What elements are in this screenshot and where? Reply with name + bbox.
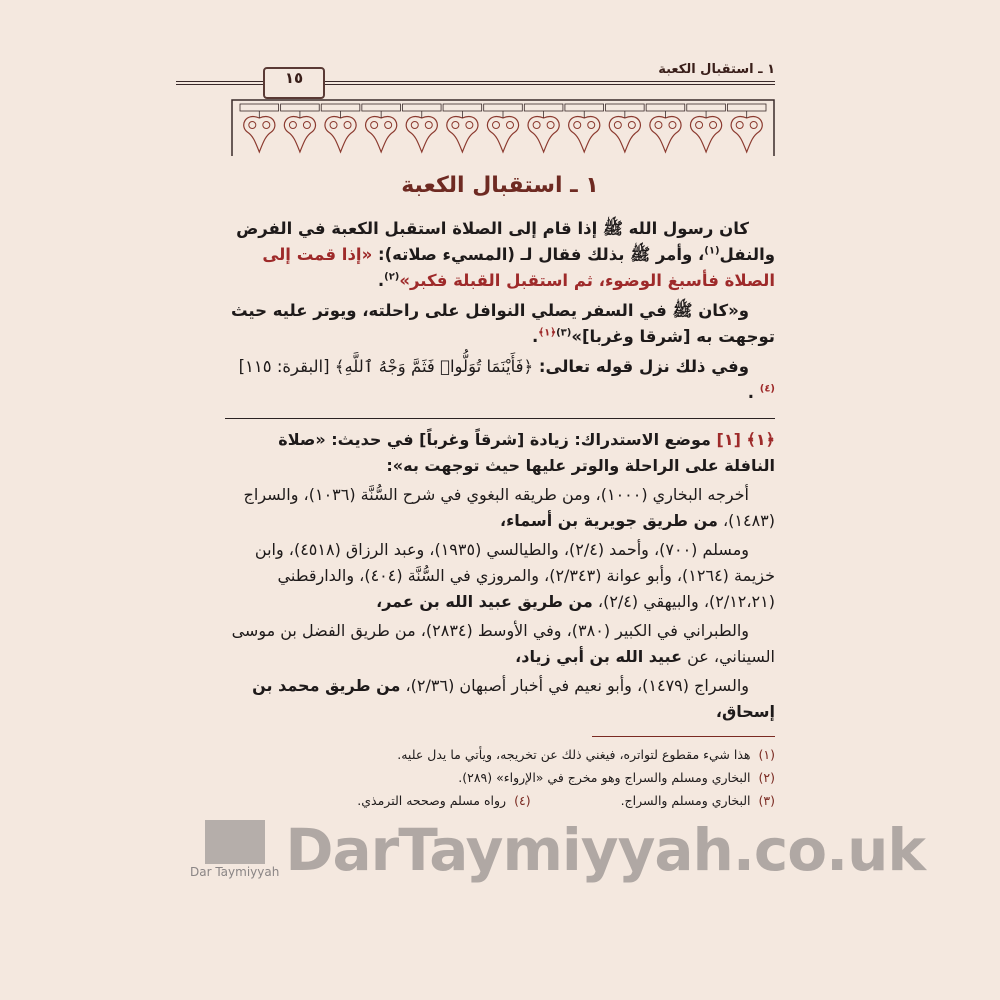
- ornament-motif: [402, 104, 441, 152]
- note-heading: [225, 427, 775, 479]
- text: والسراج (١٤٧٩)، وأبو نعيم في أخبار أصبهان (٢/٣٦)،: [400, 676, 749, 695]
- note-paragraph: [225, 618, 775, 670]
- ornament-motif: [240, 104, 279, 152]
- text: ، وأمر ﷺ بذلك فقال لـ (المسيء صلاته):: [372, 245, 705, 264]
- footnote-ref: (٤): [759, 383, 775, 395]
- ornament-motif: [484, 104, 523, 152]
- footnote-text: البخاري ومسلم والسراج وهو مخرج في «الإرواء» (٢٨٩).: [458, 770, 751, 785]
- ornament-motif: [646, 104, 685, 152]
- text-bold: عبيد الله بن أبي زياد،: [515, 647, 683, 666]
- watermark-url: DarTaymiyyah.co.uk: [285, 816, 925, 884]
- text: والطبراني في الكبير (٣٨٠)، وفي الأوسط (٢٨٣٤)، من طريق الفضل بن موسى السيناني، عن: [231, 621, 775, 666]
- hadith-quote: «إذا قمت إلى الصلاة فأسبغ الوضوء، ثم استقبل القبلة فكبر»: [262, 245, 775, 290]
- text: و«كان ﷺ في السفر يصلي النوافل على راحلته، ويوتر عليه حيث توجهت به [شرقا وغربا]»: [230, 301, 775, 346]
- footnote: [225, 766, 775, 789]
- footnote-rule: [592, 736, 775, 737]
- footnote-number: (٣): [758, 793, 775, 808]
- footnote-number: (١): [758, 747, 775, 762]
- ornament-motif: [443, 104, 482, 152]
- addition-mark: ﴿١﴾: [746, 430, 775, 449]
- text: موضع الاستدراك: زيادة [شرقاً وغرباً] في حديث: «صلاة النافلة على الراحلة والوتر عليها حيث توجهت به»:: [278, 430, 775, 475]
- footnote-text: البخاري ومسلم والسراج.: [620, 793, 751, 808]
- footnote-text: رواه مسلم وصححه الترمذي.: [357, 793, 507, 808]
- footnote-text: هذا شيء مقطوع لتواتره، فيغني ذلك عن تخريجه، ويأتي ما يدل عليه.: [397, 747, 751, 762]
- paragraph-1: [225, 216, 775, 294]
- text-bold: من طريق محمد بن إسحاق،: [252, 676, 775, 721]
- ornament-motif: [524, 104, 563, 152]
- note-paragraph: [225, 482, 775, 534]
- page-content: [190, 170, 925, 884]
- addition-mark: ﴿١﴾: [538, 327, 557, 339]
- footnote-number: (٢): [758, 770, 775, 785]
- addendum-notes: [225, 427, 775, 728]
- text: وفي ذلك نزل قوله تعالى:: [533, 357, 749, 376]
- footnote-row: [225, 789, 775, 812]
- text-bold: من طريق عبيد الله بن عمر،: [376, 592, 593, 611]
- chapter-title: ١ ـ استقبال الكعبة: [401, 173, 599, 198]
- text: .: [747, 383, 760, 402]
- ornament-motif: [321, 104, 360, 152]
- running-header: ١ ـ استقبال الكعبة: [658, 62, 775, 77]
- main-text: [225, 216, 775, 410]
- text-bold: من طريق جويرية بن أسماء،: [499, 511, 718, 530]
- footnote-ref: (٣): [556, 327, 572, 339]
- footnote-ref: (٢): [384, 271, 400, 283]
- ornament-band: [230, 98, 776, 158]
- text: .: [531, 327, 539, 346]
- watermark-logo-text: Dar Taymiyyah: [190, 865, 280, 879]
- section-separator: [225, 418, 775, 419]
- note-paragraph: [225, 673, 775, 725]
- ornament-motif: [565, 104, 604, 152]
- text: ومسلم (٧٠٠)، وأحمد (٢/٤)، والطيالسي (١٩٣٥)، وعبد الرزاق (٤٥١٨)، وابن خزيمة (١٢٦٤)، وأبو عوانة (٢/٣٤٣)، والمروزي في السُّنَّة (٤٠٤)، والدارقطني (٢/١٢،٢١)، والبيهقي (٢/٤)،: [254, 540, 775, 611]
- note-number: [١]: [716, 430, 741, 449]
- watermark-logo-icon: [205, 820, 265, 864]
- watermark: [190, 816, 925, 884]
- ornament-motif: [281, 104, 320, 152]
- ornament-motif: [687, 104, 726, 152]
- note-paragraph: [225, 537, 775, 615]
- text: .: [377, 271, 385, 290]
- footnote: [225, 743, 775, 766]
- paragraph-3: [225, 354, 775, 406]
- quran-verse: ﴿فَأَيْنَمَا تُوَلُّوا۟ فَثَمَّ وَجْهُ ٱللَّهِ﴾: [334, 357, 534, 376]
- verse-reference: [البقرة: ١١٥]: [238, 357, 335, 376]
- paragraph-2: [225, 298, 775, 350]
- footnotes: [225, 743, 775, 812]
- ornament-motif: [362, 104, 401, 152]
- watermark-logo: [190, 820, 279, 880]
- ornament-motif: [727, 104, 766, 152]
- text: كان رسول الله ﷺ إذا قام إلى الصلاة استقبل الكعبة في الفرض والنفل: [236, 219, 775, 264]
- footnote-number: (٤): [514, 793, 531, 808]
- page-number: ١٥: [263, 67, 325, 99]
- footnote-ref: (١): [704, 245, 720, 257]
- text: أخرجه البخاري (١٠٠٠)، ومن طريقه البغوي في شرح السُّنَّة (١٠٣٦)، والسراج (١٤٨٣)،: [243, 485, 775, 530]
- ornament-motif: [606, 104, 645, 152]
